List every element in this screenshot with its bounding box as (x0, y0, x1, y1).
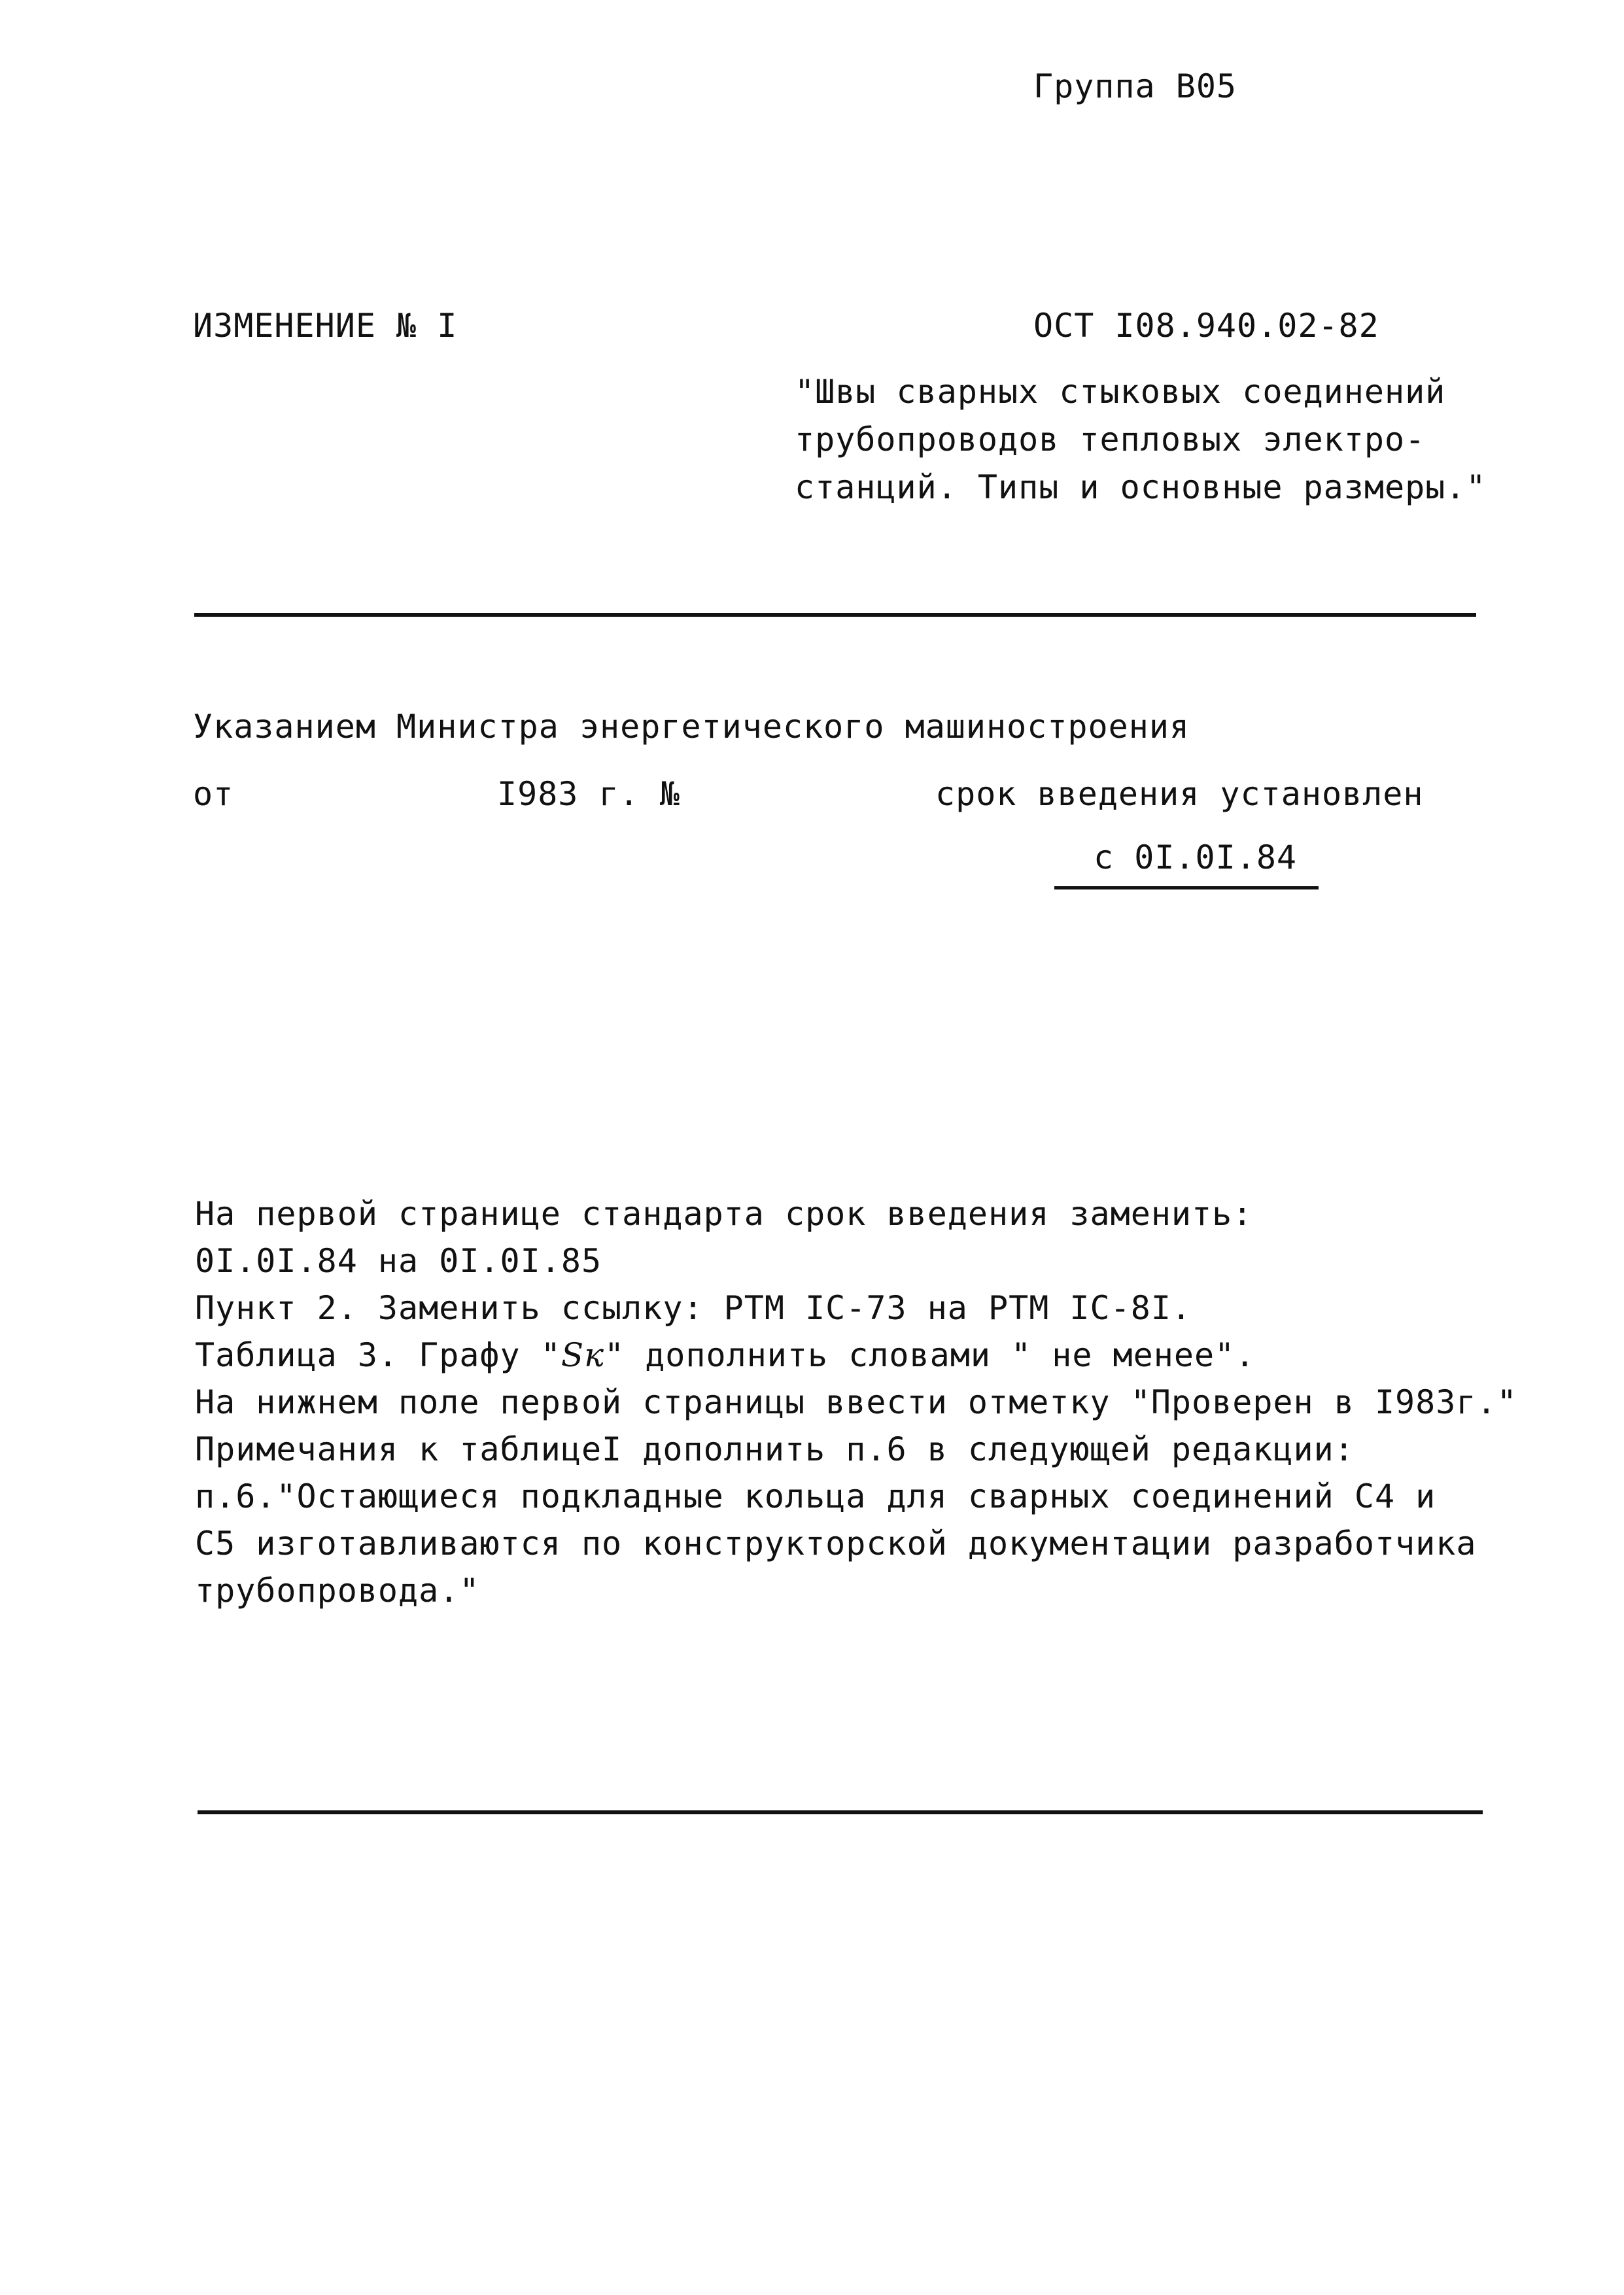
approval-term: срок введения установлен (935, 775, 1424, 813)
effective-date: с 0I.0I.84 (1094, 838, 1298, 876)
standard-title-line: станций. Типы и основные размеры." (795, 468, 1487, 506)
sk-symbol: Sк (561, 1336, 604, 1374)
change-label: ИЗМЕНЕНИЕ № I (193, 307, 458, 345)
top-divider (194, 613, 1476, 617)
bottom-divider (198, 1810, 1483, 1814)
approval-line: Указанием Министра энергетического машиностроения (193, 708, 1190, 746)
standard-title-line: "Швы сварных стыковых соединений (795, 373, 1446, 411)
body-line: трубопровода." (195, 1572, 480, 1610)
table3-prefix: Таблица 3. Графу " (195, 1336, 561, 1374)
effective-date-underline (1054, 886, 1319, 889)
approval-year: I983 г. № (497, 775, 680, 813)
group-code: Группа В05 (1033, 67, 1237, 105)
body-line: 0I.0I.84 на 0I.0I.85 (195, 1242, 602, 1280)
body-line-table3 (195, 1332, 1255, 1379)
body-line: На нижнем поле первой страницы ввести отметку "Проверен в I983г." (195, 1383, 1517, 1421)
body-line: п.6."Остающиеся подкладные кольца для сварных соединений С4 и (195, 1477, 1436, 1515)
body-line: На первой странице стандарта срок введения заменить: (195, 1195, 1253, 1233)
standard-number: ОСТ I08.940.02-82 (1033, 307, 1379, 345)
standard-title-line: трубопроводов тепловых электро- (795, 421, 1426, 458)
body-line: С5 изготавливаются по конструкторской документации разработчика (195, 1525, 1477, 1562)
body-line: Примечания к таблицеI дополнить п.6 в следующей редакции: (195, 1430, 1355, 1468)
body-line: Пункт 2. Заменить ссылку: РТМ IС-73 на РТМ IС-8I. (195, 1289, 1192, 1327)
approval-from: от (193, 775, 234, 813)
table3-suffix: " дополнить словами " не менее". (604, 1336, 1256, 1374)
